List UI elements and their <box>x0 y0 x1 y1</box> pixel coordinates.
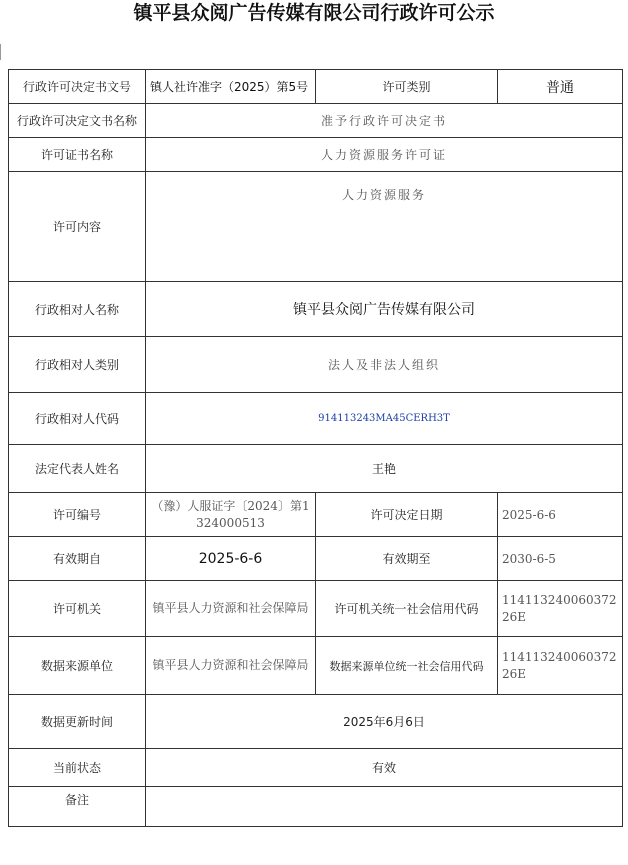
decision-date-value: 2025-6-6 <box>498 493 623 537</box>
update-time-value: 2025年6月6日 <box>146 695 623 749</box>
valid-from-label: 有效期自 <box>9 537 146 581</box>
party-code-value: 914113243MA45CERH3T <box>146 393 623 445</box>
status-value: 有效 <box>146 749 623 787</box>
source-value: 镇平县人力资源和社会保障局 <box>146 637 316 695</box>
table-row <box>9 749 623 787</box>
valid-to-label: 有效期至 <box>316 537 498 581</box>
category-value: 普通 <box>498 70 623 104</box>
table-row <box>9 138 623 172</box>
table-row <box>9 581 623 637</box>
content-label: 许可内容 <box>9 172 146 282</box>
party-type-value: 法人及非法人组织 <box>146 337 623 393</box>
table-row <box>9 787 623 827</box>
table-row <box>9 282 623 337</box>
valid-to-value: 2030-6-5 <box>498 537 623 581</box>
doc-name-label: 行政许可决定文书名称 <box>9 104 146 138</box>
legal-rep-label: 法定代表人姓名 <box>9 445 146 493</box>
doc-no-value: 镇人社许准字（2025）第5号 <box>146 70 316 104</box>
party-code-label: 行政相对人代码 <box>9 393 146 445</box>
party-name-label: 行政相对人名称 <box>9 282 146 337</box>
table-row <box>9 104 623 138</box>
table-row <box>9 537 623 581</box>
party-name-value: 镇平县众阅广告传媒有限公司 <box>146 282 623 337</box>
table-row <box>9 172 623 282</box>
table-row <box>9 493 623 537</box>
source-code-value: 11411324006037226E <box>498 637 623 695</box>
category-label: 许可类别 <box>316 70 498 104</box>
party-type-label: 行政相对人类别 <box>9 337 146 393</box>
permit-no-value: （豫）人服证字〔2024〕第1324000513 <box>146 493 316 537</box>
authority-code-value: 11411324006037226E <box>498 581 623 637</box>
remark-label: 备注 <box>9 787 146 827</box>
remark-value <box>146 787 623 827</box>
status-label: 当前状态 <box>9 749 146 787</box>
left-edge-marker <box>0 44 3 60</box>
valid-from-value: 2025-6-6 <box>146 537 316 581</box>
decision-date-label: 许可决定日期 <box>316 493 498 537</box>
permit-no-label: 许可编号 <box>9 493 146 537</box>
source-code-label: 数据来源单位统一社会信用代码 <box>316 637 498 695</box>
update-time-label: 数据更新时间 <box>9 695 146 749</box>
legal-rep-value: 王艳 <box>146 445 623 493</box>
permit-table <box>8 69 623 827</box>
table-row <box>9 695 623 749</box>
table-row <box>9 70 623 104</box>
doc-no-label: 行政许可决定书文号 <box>9 70 146 104</box>
authority-label: 许可机关 <box>9 581 146 637</box>
table-row <box>9 337 623 393</box>
content-value: 人力资源服务 <box>146 172 623 282</box>
authority-code-label: 许可机关统一社会信用代码 <box>316 581 498 637</box>
authority-value: 镇平县人力资源和社会保障局 <box>146 581 316 637</box>
table-row <box>9 393 623 445</box>
doc-name-value: 准予行政许可决定书 <box>146 104 623 138</box>
source-label: 数据来源单位 <box>9 637 146 695</box>
cert-name-label: 许可证书名称 <box>9 138 146 172</box>
table-row <box>9 637 623 695</box>
page-title: 镇平县众阅广告传媒有限公司行政许可公示 <box>133 2 495 24</box>
table-row <box>9 445 623 493</box>
cert-name-value: 人力资源服务许可证 <box>146 138 623 172</box>
